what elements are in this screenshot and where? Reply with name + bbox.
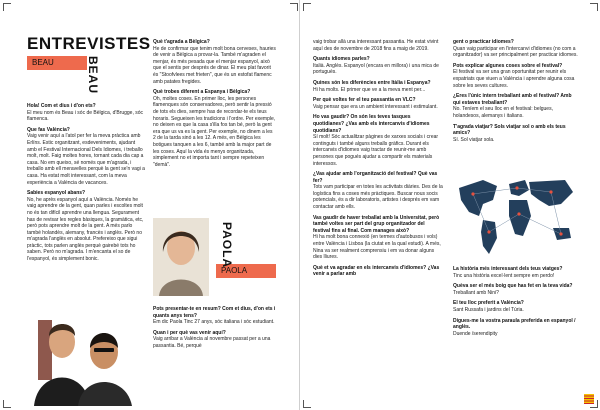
interview-question: gent o practicar idiomes? [453, 39, 514, 45]
interview-question: Què t'agrada a Bèlgica? [153, 39, 210, 45]
interview-question: ¿Vas ajudar amb l'organització del festival? Què vas fer? [313, 171, 438, 184]
interview-answer: Vaig pensar que era un ambient interessant i estimulant. [313, 103, 438, 110]
interview-question: Quan i per què vas venir aquí? [153, 329, 226, 336]
interview-question: Pots presentar-te en resum? Com et dius, d'on ets i quants anys tens? [153, 306, 276, 319]
beau-vertical-name: BEAU [86, 56, 100, 95]
interview-answer: Duende /serendipity [453, 330, 498, 337]
interview-answer: Tots vam participar en totes les activitats diàries. Des de la logística fins a coses més pràctiques. Buscar nous socis potencials, és a dir laboratoris, artistes i després em vam contactar amb ells. [313, 184, 443, 211]
interview-question: Per què voltes fer el teu passantia en VLC? [313, 97, 416, 104]
interview-question: Pots explicar algunes coses sobre el festival? [453, 62, 563, 69]
interview-answer: Vaig venir aquí a l'atol per fer la meva pràctica amb Erlíns. Estic organitzant, esdeveniments, ajudant amb el Festival Internacional Dels Idiomes, i treballo molt, molt. Faig moltes hores, tornant cada dia cap a casa. No em queixo, sé només que m'agrada, i treballo amb ell meravelles perquè la gent se'n vagi a casa. Ha estat molt interessant, com la meva experiència a València de vacances. [27, 133, 145, 186]
interview-question: Ho vas gaudir? On són les teves tasques quotidianes? ¿Vas amb els intercanvis d'idiomes quotidians? [313, 114, 430, 134]
interview-answer: vaig trobar allà una interessant passantia. He estat vivint aquí des de novembre de 2018 fins a maig de 2019. [313, 39, 439, 52]
beau-interview-column-2 [153, 39, 276, 172]
interview-question: Quines són les diferències entre Itàlia i Espanya? [313, 79, 431, 86]
page-title: ENTREVISTES [27, 34, 151, 53]
crop-mark [590, 3, 598, 11]
interview-question: Quants idiomes parles? [313, 56, 370, 63]
interview-answer: El festival va ser una gran oportunitat per reunir els expatriats que viuen a València i aprendre alguna cosa sobre les seves cultures. [453, 69, 575, 89]
interview-question: El teu lloc preferit a València? [453, 300, 524, 307]
interview-question: Què trobes diferent a Espanya i Bèlgica? [153, 89, 251, 96]
interview-question: Què et va agradar en els intercanvis d'idiomes? ¿Vas venir a parlar amb [313, 264, 440, 278]
interview-answer: El meu nom és Beau i sóc de Bèlgica, d'Brugge, sóc flamenca. [27, 109, 144, 123]
paola-interview-intro [153, 306, 276, 354]
interview-answer: Quan vaig participar en l'intercanvi d'idiomes (no com a organitzador) va ser principalment per practicar idiomes. [453, 45, 578, 59]
interview-question: Quèva ser el més boig que has fet en la teva vida? [453, 283, 573, 290]
interview-answer: No. Teníem el seu lloc en el festival: belgues, holandesos, alemanys i italians. [453, 106, 553, 119]
beau-photo [24, 306, 148, 406]
interview-answer: Vaig arribar a València al novembre passat per a una passantia. Bé, perquè [153, 336, 271, 349]
valencian-flag-icon [584, 394, 594, 404]
interview-answer: Sant Russafa i jardins del Túria. [453, 306, 524, 313]
paola-interview-column-2 [453, 39, 579, 147]
right-page [300, 0, 600, 410]
interview-answer: Sí. Sol viatjar sola. [453, 136, 495, 143]
beau-interview-column-1 [27, 103, 145, 267]
interview-question: Hola! Com et dius i d'on ets? [27, 103, 96, 109]
interview-question: T'agrada viatjar? Sols viatjar sol o amb els teus amics? [453, 123, 566, 137]
paola-photo [153, 218, 209, 296]
interview-answer: Tinc una història excel·lent sempre em perdo! [453, 272, 555, 279]
crop-mark [303, 400, 311, 408]
interview-answer: Oh, moltes coses. En primer lloc, les persones flamenques són conservadores, però sentir la pressió de tots els dies, sempre has de recordar-te els teus horaris. Segueixen les tradicions i l'ordre. Per exemple, no deixen es que la casa s'illa fos tan bé, però la gent era que us va es la gent. Per exemple, no dinem a les 2 de la tarda sinó a les 12. A més, en Bèlgica les botigues tanquen a les 6, també amb la major part de les coses. Aquí la vida és menys organitzada, simplement no et importa tant i sempre repeteixen "demà". [153, 95, 276, 168]
interview-question: La història més interessant dels teus viatges? [453, 266, 563, 272]
interview-answer: Hi ha molt bona connexió (en termes d'autobusos i vols) entre València i Lisboa (la ciutat en la qual estudi). A més, Nina va ser realment comprensiu i em va donar alguns dies lliures. [313, 234, 441, 261]
beau-name-bar: BEAU [27, 56, 87, 70]
paola-vertical-name: PAOLA [220, 222, 234, 269]
interview-answer: Sí molt! Sóc actualitzar pàgines de xarxes socials i crear continguts i també alguns treballs gràfics. Durant els intercanvis d'idiomes vaig tractar de reunir-me amb persones que pogués ajudar a compartir els materials interessos. [313, 134, 439, 167]
interview-question: Vas gaudir de haver treballat amb la Universitat, però també voltes ser part del grup organitzador del festival fins al final. Com manages això? [313, 214, 440, 234]
paola-name-bar: PAOLA [216, 264, 276, 278]
interview-answer: Italià. Anglès. Espanyol (encara en millora) i una mica de portuguès. [313, 62, 439, 76]
interview-answer: Treballant amb Nini? [453, 289, 499, 296]
crop-mark [303, 3, 311, 11]
world-map-graphic [453, 170, 579, 262]
crop-mark [290, 3, 298, 11]
paola-interview-column-1 [313, 39, 443, 282]
interview-question: ¿Eres l'únic intern treballant amb el festival? Amb qui estaves treballant? [453, 93, 572, 106]
interview-question: Sabies espanyol abans? [27, 190, 86, 197]
interview-answer: He de confirmar que tenim molt bona cerveses, hauries de venir a Bèlgica a provar-la. També m'agraden el menjar, és més pesada que el menjar espanyol, això que el sentis per després de dinar. El meu plat favorit és "Stoofvlees met frieten", que és un estofat flamenc amb patates fregides. [153, 45, 276, 85]
interview-question: Que fas València? [27, 126, 70, 133]
crop-mark [3, 3, 11, 11]
interview-question: Digues-me la vostra paraula preferida en espanyol / anglès. [453, 317, 576, 331]
interview-answer: Hi ha molts. El primer que ve a la meva ment per... [313, 86, 426, 93]
crop-mark [3, 400, 11, 408]
paola-interview-column-2-bottom [453, 266, 579, 341]
interview-answer: Em dic Paola Tinc 27 anys, sóc italiana i sóc estudiant. [153, 319, 275, 326]
interview-answer: No, he après espanyol aquí a València. Només he vaig aprendre de la gent, quan parles i escoltes molt no és tan difícil aprendre una llengua. Segurament has de revisar les regles bàsiques, la gramàtica, etc, però pots aprendre molt de la gent. A més parlo també holandès, alemany, francès i anglès. Però no m'agrada l'anglès en absolut. Prefereixo que sigui pràctic, tots parlen anglès perquè gairebé tots ho saben. Però no m'agrada. I m'encanta el so de l'espanyol, és simplement bonic. [27, 196, 144, 263]
